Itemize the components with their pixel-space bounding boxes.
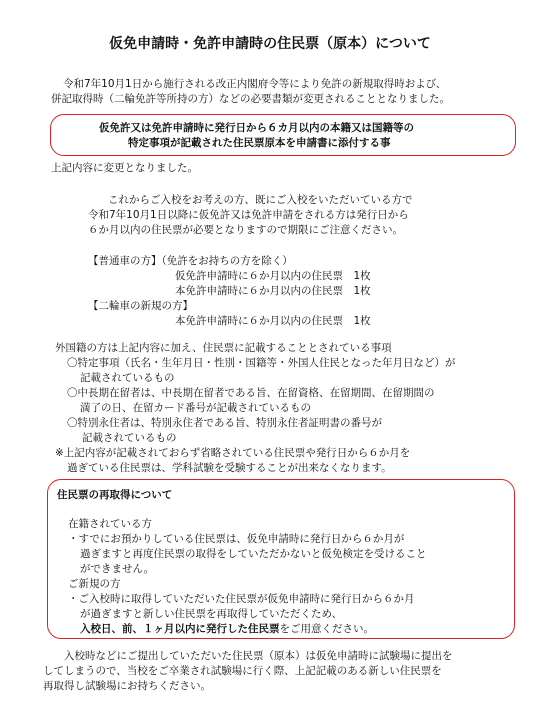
foreign-line: 外国籍の方は上記内容に加え、住民票に記載することとされている事項 <box>55 342 392 354</box>
reissue-line: ご新規の方 <box>68 578 121 590</box>
requirement-item: 本免許申請時に６か月以内の住民票 1枚 <box>175 285 371 297</box>
reissue-emphasis: 入校日、前、１ヶ月以内に発行した住民票 <box>80 623 280 635</box>
para2-line: これからご入校をお考えの方、既にご入校をいただいている方で <box>108 194 413 206</box>
footer-line: してしまうので、当校をご卒業され試験場に行く際、上記記載のある新しい住民票を <box>43 665 442 677</box>
foreign-line: 記載されているもの <box>82 432 177 444</box>
notice-line: 特定事項が記載された住民票原本を申請書に添付する事 <box>128 137 391 149</box>
requirement-heading: 【普通車の方】（免許をお持ちの方を除く） <box>88 255 293 267</box>
foreign-line: 〇中長期在留者は、中長期在留者である旨、在留資格、在留期間、在留期間の <box>67 387 435 399</box>
footer-line: 再取得し試験場にお持ちください。 <box>43 680 211 692</box>
changed-note: 上記内容に変更となりました。 <box>51 162 198 174</box>
requirement-item: 仮免許申請時に６か月以内の住民票 1枚 <box>175 270 371 282</box>
reissue-heading: 住民票の再取得について <box>57 489 173 501</box>
requirement-heading: 【二輪車の新規の方】 <box>88 300 193 312</box>
reissue-line: ができません。 <box>80 563 155 575</box>
reissue-line: ・ご入校時に取得していただいた住民票が仮免申請時に発行日から６か月 <box>68 593 415 605</box>
reissue-line: 在籍されている方 <box>68 518 152 530</box>
para2-line: ６か月以内の住民票が必要となりますので期限にご注意ください。 <box>88 224 403 236</box>
intro-line: 併記取得時（二輪免許等所持の方）などの必要書類が変更されることとなりました。 <box>51 93 450 105</box>
requirement-item: 本免許申請時に６か月以内の住民票 1枚 <box>175 315 371 327</box>
footer-line: 入校時などにご提出していただいた住民票（原本）は仮免申請時に試験場に提出を <box>64 650 453 662</box>
foreign-line: 記載されているもの <box>80 372 175 384</box>
reissue-line: 過ぎますと再度住民票の取得をしていただかないと仮免検定を受けること <box>80 548 427 560</box>
reissue-line: ・すでにお預かりしている住民票は、仮免申請時に発行日から６か月が <box>68 533 405 545</box>
reissue-tail: をご用意ください。 <box>279 623 374 635</box>
foreign-line: ※上記内容が記載されておらず省略されている住民票や発行日から６か月を <box>55 447 411 459</box>
foreign-line: 〇特定事項（氏名・生年月日・性別・国籍等・外国人住民となった年月日など）が <box>67 357 456 369</box>
reissue-line: が過ぎますと新しい住民票を再取得していただくため、 <box>80 608 343 620</box>
foreign-line: 〇特別永住者は、特別永住者である旨、特別永住者証明書の番号が <box>67 417 382 429</box>
foreign-line: 満了の日、在留カード番号が記載されているもの <box>80 402 311 414</box>
foreign-line: 過ぎている住民票は、学科試験を受験することが出来なくなります。 <box>67 462 392 474</box>
para2-line: 令和7年10月1日以降に仮免許又は免許申請をされる方は発行日から <box>88 209 409 221</box>
reissue-last-line <box>80 622 374 636</box>
page-title: 仮免申請時・免許申請時の住民票（原本）について <box>109 36 431 52</box>
intro-line: 令和7年10月1日から施行される改正内閣府令等により免許の新規取得時および、 <box>63 78 447 90</box>
notice-line: 仮免許又は免許申請時に発行日から６カ月以内の本籍又は国籍等の <box>99 122 414 134</box>
